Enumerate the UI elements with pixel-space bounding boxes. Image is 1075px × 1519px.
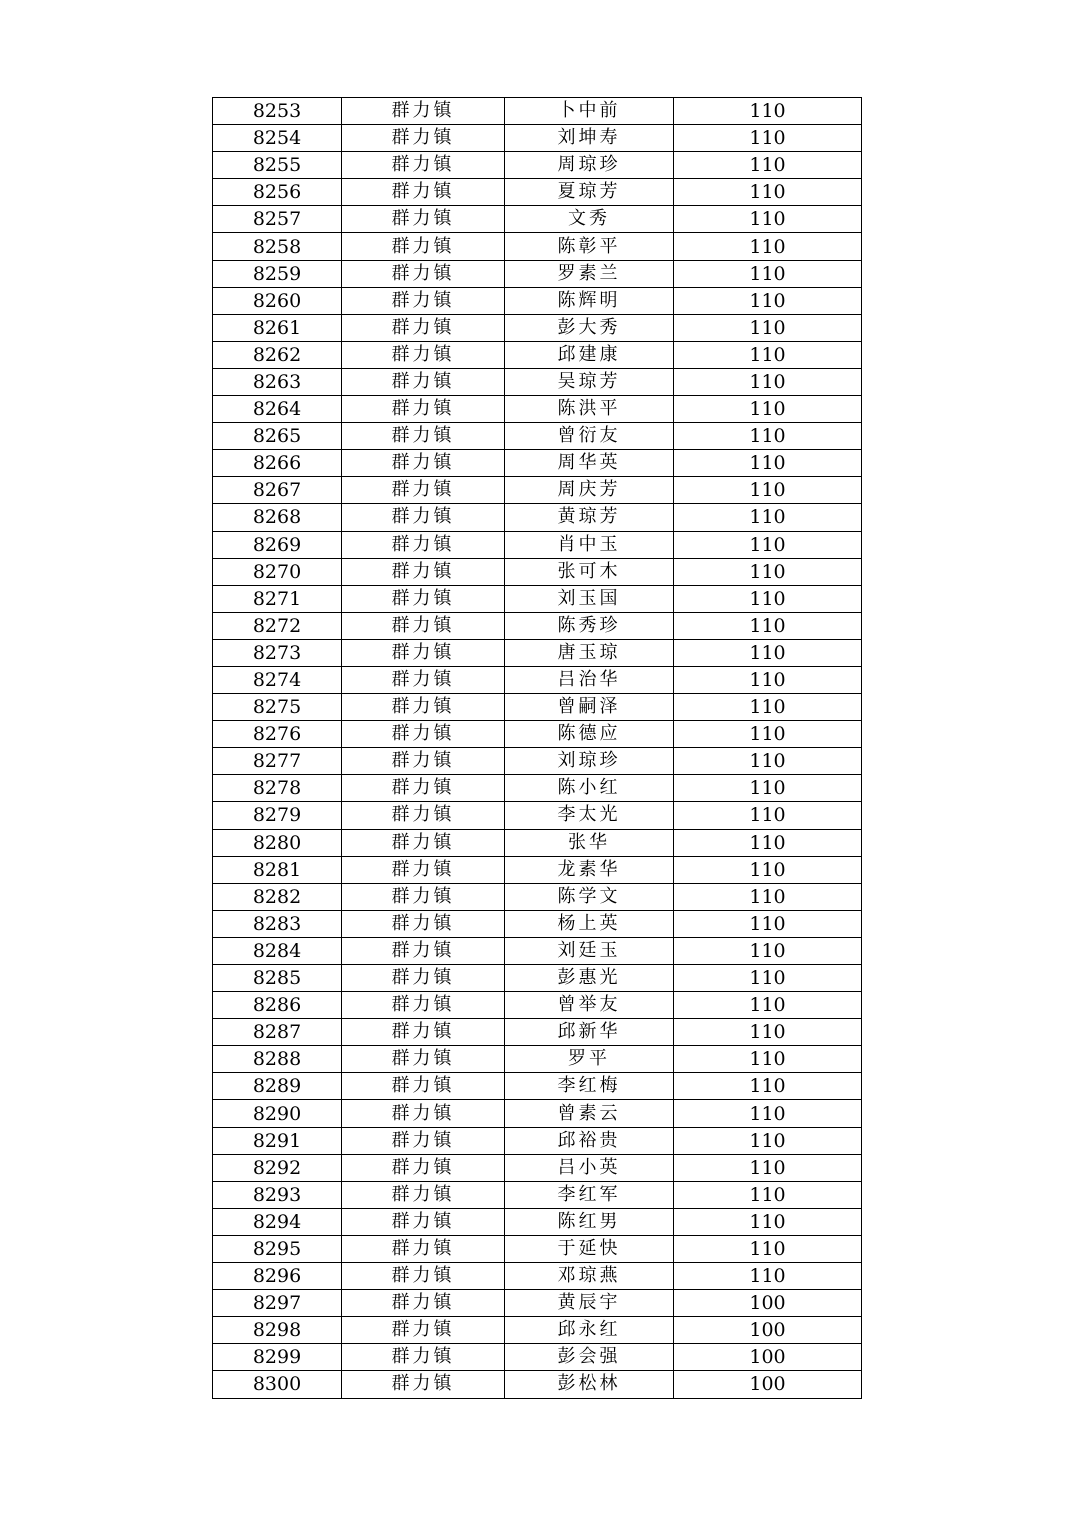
cell-number: 8274 (213, 666, 342, 693)
cell-town: 群力镇 (342, 423, 505, 450)
table-row (213, 558, 862, 585)
cell-person-name: 刘廷玉 (505, 937, 674, 964)
cell-number: 8291 (213, 1127, 342, 1154)
cell-person-name: 邱永红 (505, 1317, 674, 1344)
cell-amount: 110 (674, 666, 862, 693)
cell-number: 8287 (213, 1019, 342, 1046)
table-row (213, 883, 862, 910)
cell-amount: 110 (674, 829, 862, 856)
cell-number: 8294 (213, 1208, 342, 1235)
cell-amount: 110 (674, 260, 862, 287)
table-row (213, 694, 862, 721)
table-row (213, 666, 862, 693)
cell-amount: 100 (674, 1371, 862, 1398)
cell-town: 群力镇 (342, 694, 505, 721)
cell-amount: 110 (674, 639, 862, 666)
cell-person-name: 唐玉琼 (505, 639, 674, 666)
cell-person-name: 吕小英 (505, 1154, 674, 1181)
cell-number: 8295 (213, 1235, 342, 1262)
cell-town: 群力镇 (342, 1208, 505, 1235)
table-row (213, 314, 862, 341)
cell-town: 群力镇 (342, 1317, 505, 1344)
cell-person-name: 彭惠光 (505, 965, 674, 992)
cell-amount: 110 (674, 748, 862, 775)
cell-number: 8282 (213, 883, 342, 910)
cell-amount: 100 (674, 1317, 862, 1344)
cell-amount: 110 (674, 179, 862, 206)
cell-amount: 110 (674, 152, 862, 179)
cell-number: 8261 (213, 314, 342, 341)
cell-town: 群力镇 (342, 937, 505, 964)
cell-amount: 100 (674, 1344, 862, 1371)
cell-person-name: 于延快 (505, 1235, 674, 1262)
cell-amount: 110 (674, 612, 862, 639)
cell-amount: 110 (674, 585, 862, 612)
table-row (213, 856, 862, 883)
cell-number: 8278 (213, 775, 342, 802)
table-row (213, 233, 862, 260)
table-row (213, 1046, 862, 1073)
table-row (213, 423, 862, 450)
cell-amount: 110 (674, 531, 862, 558)
cell-person-name: 曾嗣泽 (505, 694, 674, 721)
table-row (213, 396, 862, 423)
cell-town: 群力镇 (342, 125, 505, 152)
cell-town: 群力镇 (342, 1127, 505, 1154)
cell-number: 8280 (213, 829, 342, 856)
cell-person-name: 彭大秀 (505, 314, 674, 341)
table-row (213, 504, 862, 531)
table-row (213, 206, 862, 233)
cell-person-name: 陈红男 (505, 1208, 674, 1235)
table-row (213, 802, 862, 829)
cell-number: 8296 (213, 1263, 342, 1290)
cell-amount: 110 (674, 1073, 862, 1100)
cell-number: 8268 (213, 504, 342, 531)
cell-number: 8260 (213, 287, 342, 314)
cell-person-name: 刘坤寿 (505, 125, 674, 152)
table-row (213, 1263, 862, 1290)
cell-person-name: 邱新华 (505, 1019, 674, 1046)
cell-number: 8264 (213, 396, 342, 423)
cell-number: 8254 (213, 125, 342, 152)
cell-number: 8272 (213, 612, 342, 639)
cell-number: 8298 (213, 1317, 342, 1344)
cell-person-name: 龙素华 (505, 856, 674, 883)
table-row (213, 639, 862, 666)
cell-person-name: 文秀 (505, 206, 674, 233)
cell-person-name: 陈小红 (505, 775, 674, 802)
cell-town: 群力镇 (342, 666, 505, 693)
cell-number: 8281 (213, 856, 342, 883)
cell-amount: 110 (674, 1100, 862, 1127)
cell-town: 群力镇 (342, 396, 505, 423)
cell-number: 8266 (213, 450, 342, 477)
table-row (213, 125, 862, 152)
cell-town: 群力镇 (342, 314, 505, 341)
cell-amount: 110 (674, 1127, 862, 1154)
cell-number: 8290 (213, 1100, 342, 1127)
cell-amount: 110 (674, 856, 862, 883)
table-row (213, 1371, 862, 1398)
table-row (213, 1100, 862, 1127)
table-row (213, 612, 862, 639)
cell-amount: 110 (674, 477, 862, 504)
cell-number: 8300 (213, 1371, 342, 1398)
cell-town: 群力镇 (342, 856, 505, 883)
table-row (213, 179, 862, 206)
table-row (213, 477, 862, 504)
cell-town: 群力镇 (342, 883, 505, 910)
cell-town: 群力镇 (342, 1100, 505, 1127)
cell-person-name: 吕治华 (505, 666, 674, 693)
table-row (213, 368, 862, 395)
cell-town: 群力镇 (342, 1235, 505, 1262)
cell-person-name: 陈学文 (505, 883, 674, 910)
cell-town: 群力镇 (342, 775, 505, 802)
cell-number: 8265 (213, 423, 342, 450)
cell-amount: 110 (674, 1235, 862, 1262)
cell-town: 群力镇 (342, 531, 505, 558)
table-row (213, 1154, 862, 1181)
table-row (213, 829, 862, 856)
cell-amount: 110 (674, 802, 862, 829)
cell-town: 群力镇 (342, 829, 505, 856)
cell-amount: 110 (674, 1263, 862, 1290)
cell-amount: 110 (674, 1181, 862, 1208)
cell-number: 8286 (213, 992, 342, 1019)
cell-town: 群力镇 (342, 1344, 505, 1371)
cell-amount: 110 (674, 1019, 862, 1046)
cell-amount: 110 (674, 206, 862, 233)
cell-person-name: 张华 (505, 829, 674, 856)
cell-number: 8277 (213, 748, 342, 775)
cell-amount: 110 (674, 721, 862, 748)
cell-number: 8275 (213, 694, 342, 721)
cell-number: 8257 (213, 206, 342, 233)
cell-town: 群力镇 (342, 721, 505, 748)
cell-amount: 110 (674, 1208, 862, 1235)
cell-town: 群力镇 (342, 639, 505, 666)
cell-amount: 110 (674, 450, 862, 477)
cell-town: 群力镇 (342, 504, 505, 531)
cell-amount: 110 (674, 1154, 862, 1181)
cell-number: 8292 (213, 1154, 342, 1181)
cell-town: 群力镇 (342, 748, 505, 775)
cell-number: 8271 (213, 585, 342, 612)
cell-town: 群力镇 (342, 260, 505, 287)
cell-person-name: 曾衍友 (505, 423, 674, 450)
cell-person-name: 周琼珍 (505, 152, 674, 179)
cell-town: 群力镇 (342, 965, 505, 992)
cell-person-name: 周庆芳 (505, 477, 674, 504)
table-row (213, 585, 862, 612)
cell-number: 8283 (213, 910, 342, 937)
cell-number: 8279 (213, 802, 342, 829)
cell-number: 8259 (213, 260, 342, 287)
table-row (213, 341, 862, 368)
table-row (213, 1235, 862, 1262)
cell-town: 群力镇 (342, 1046, 505, 1073)
table-row (213, 1344, 862, 1371)
cell-number: 8285 (213, 965, 342, 992)
cell-amount: 110 (674, 98, 862, 125)
table-row (213, 260, 862, 287)
cell-town: 群力镇 (342, 1073, 505, 1100)
cell-person-name: 夏琼芳 (505, 179, 674, 206)
cell-town: 群力镇 (342, 1371, 505, 1398)
cell-number: 8256 (213, 179, 342, 206)
cell-amount: 110 (674, 937, 862, 964)
cell-town: 群力镇 (342, 341, 505, 368)
cell-number: 8297 (213, 1290, 342, 1317)
cell-amount: 110 (674, 694, 862, 721)
cell-town: 群力镇 (342, 1290, 505, 1317)
table-row (213, 287, 862, 314)
cell-person-name: 邱建康 (505, 341, 674, 368)
cell-town: 群力镇 (342, 910, 505, 937)
cell-amount: 110 (674, 287, 862, 314)
cell-person-name: 周华英 (505, 450, 674, 477)
table-row (213, 775, 862, 802)
cell-number: 8267 (213, 477, 342, 504)
table-row (213, 965, 862, 992)
cell-person-name: 邓琼燕 (505, 1263, 674, 1290)
cell-amount: 110 (674, 1046, 862, 1073)
cell-town: 群力镇 (342, 612, 505, 639)
cell-person-name: 刘琼珍 (505, 748, 674, 775)
table-row (213, 721, 862, 748)
cell-person-name: 黄辰宇 (505, 1290, 674, 1317)
cell-town: 群力镇 (342, 98, 505, 125)
cell-town: 群力镇 (342, 558, 505, 585)
cell-amount: 110 (674, 233, 862, 260)
cell-town: 群力镇 (342, 179, 505, 206)
table-row (213, 531, 862, 558)
cell-amount: 110 (674, 883, 862, 910)
cell-person-name: 陈德应 (505, 721, 674, 748)
cell-amount: 110 (674, 558, 862, 585)
cell-town: 群力镇 (342, 233, 505, 260)
table-row (213, 1127, 862, 1154)
cell-person-name: 张可木 (505, 558, 674, 585)
cell-number: 8255 (213, 152, 342, 179)
cell-number: 8258 (213, 233, 342, 260)
table-row (213, 1073, 862, 1100)
table-body (213, 98, 862, 1399)
cell-person-name: 曾举友 (505, 992, 674, 1019)
cell-amount: 110 (674, 775, 862, 802)
cell-town: 群力镇 (342, 992, 505, 1019)
cell-town: 群力镇 (342, 477, 505, 504)
table-row (213, 98, 862, 125)
cell-number: 8262 (213, 341, 342, 368)
cell-number: 8269 (213, 531, 342, 558)
cell-number: 8270 (213, 558, 342, 585)
cell-amount: 110 (674, 341, 862, 368)
cell-number: 8289 (213, 1073, 342, 1100)
cell-person-name: 陈辉明 (505, 287, 674, 314)
cell-town: 群力镇 (342, 1263, 505, 1290)
table-row (213, 1019, 862, 1046)
cell-number: 8276 (213, 721, 342, 748)
cell-amount: 110 (674, 504, 862, 531)
cell-number: 8288 (213, 1046, 342, 1073)
table-row (213, 1317, 862, 1344)
cell-amount: 110 (674, 125, 862, 152)
cell-person-name: 李太光 (505, 802, 674, 829)
cell-town: 群力镇 (342, 450, 505, 477)
table-row (213, 1181, 862, 1208)
cell-person-name: 陈彰平 (505, 233, 674, 260)
cell-person-name: 李红梅 (505, 1073, 674, 1100)
cell-amount: 100 (674, 1290, 862, 1317)
cell-person-name: 罗素兰 (505, 260, 674, 287)
table-row (213, 1208, 862, 1235)
cell-town: 群力镇 (342, 802, 505, 829)
table-row (213, 992, 862, 1019)
table-row (213, 748, 862, 775)
cell-number: 8284 (213, 937, 342, 964)
cell-town: 群力镇 (342, 152, 505, 179)
cell-person-name: 杨上英 (505, 910, 674, 937)
cell-amount: 110 (674, 396, 862, 423)
table-row (213, 910, 862, 937)
cell-number: 8253 (213, 98, 342, 125)
cell-person-name: 吴琼芳 (505, 368, 674, 395)
cell-person-name: 曾素云 (505, 1100, 674, 1127)
cell-person-name: 黄琼芳 (505, 504, 674, 531)
table-row (213, 937, 862, 964)
cell-person-name: 卜中前 (505, 98, 674, 125)
cell-town: 群力镇 (342, 287, 505, 314)
cell-number: 8293 (213, 1181, 342, 1208)
table-row (213, 1290, 862, 1317)
cell-town: 群力镇 (342, 1019, 505, 1046)
cell-amount: 110 (674, 910, 862, 937)
table-row (213, 450, 862, 477)
cell-person-name: 彭松林 (505, 1371, 674, 1398)
cell-person-name: 肖中玉 (505, 531, 674, 558)
cell-town: 群力镇 (342, 585, 505, 612)
cell-town: 群力镇 (342, 1154, 505, 1181)
cell-person-name: 刘玉国 (505, 585, 674, 612)
cell-person-name: 陈洪平 (505, 396, 674, 423)
data-table (212, 97, 862, 1399)
cell-town: 群力镇 (342, 206, 505, 233)
cell-person-name: 彭会强 (505, 1344, 674, 1371)
cell-amount: 110 (674, 368, 862, 395)
cell-number: 8273 (213, 639, 342, 666)
cell-amount: 110 (674, 314, 862, 341)
cell-person-name: 罗平 (505, 1046, 674, 1073)
cell-number: 8263 (213, 368, 342, 395)
cell-person-name: 李红军 (505, 1181, 674, 1208)
cell-town: 群力镇 (342, 368, 505, 395)
cell-amount: 110 (674, 992, 862, 1019)
cell-person-name: 陈秀珍 (505, 612, 674, 639)
cell-person-name: 邱裕贵 (505, 1127, 674, 1154)
cell-amount: 110 (674, 423, 862, 450)
cell-number: 8299 (213, 1344, 342, 1371)
cell-town: 群力镇 (342, 1181, 505, 1208)
cell-amount: 110 (674, 965, 862, 992)
table-row (213, 152, 862, 179)
